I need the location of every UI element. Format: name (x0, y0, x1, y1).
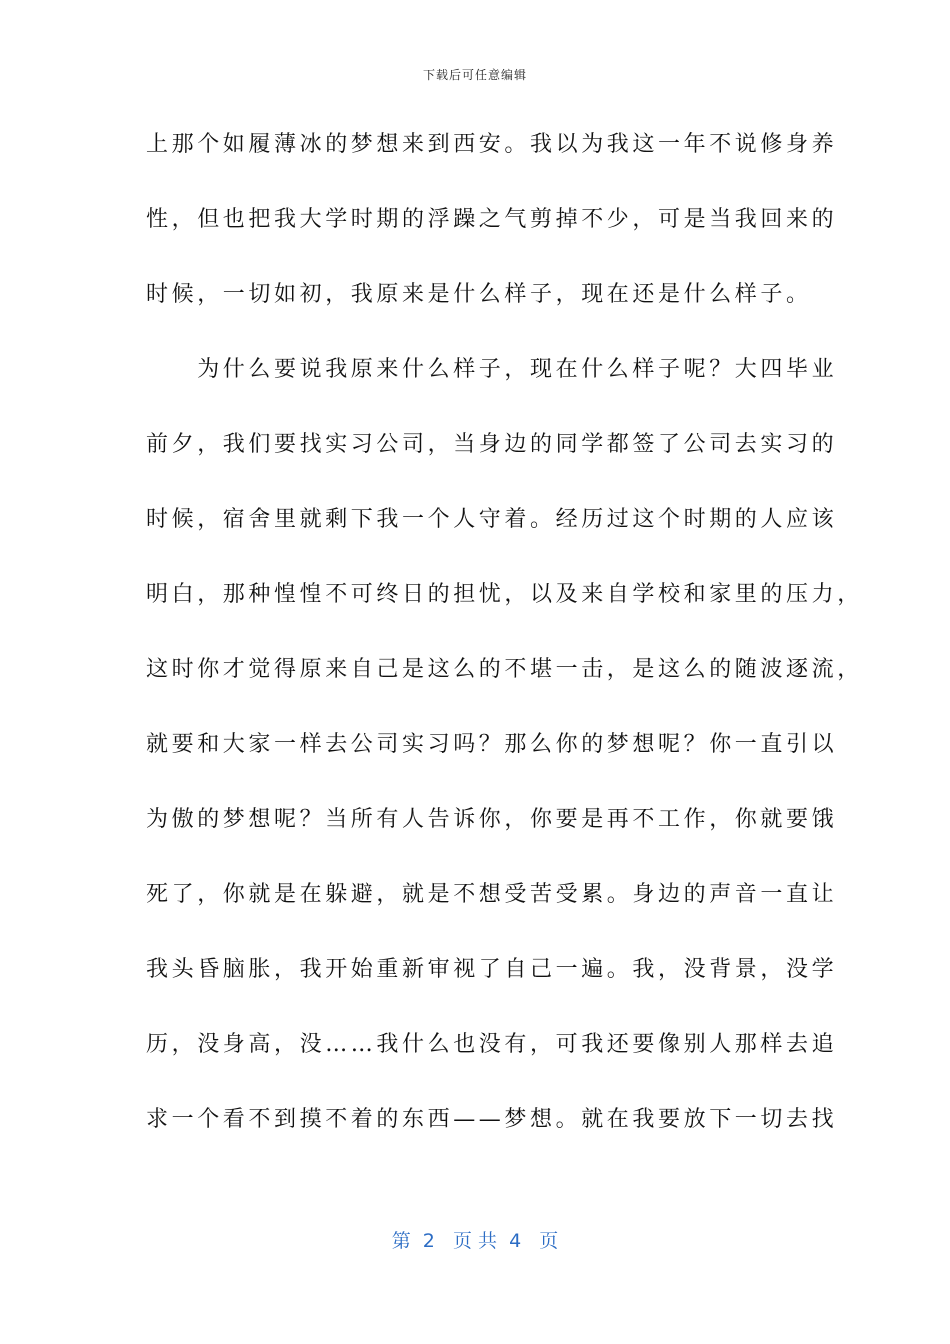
document-body (146, 124, 863, 1174)
text-line: 性，但也把我大学时期的浮躁之气剪掉不少，可是当我回来的 (146, 207, 838, 232)
text-line: 前夕，我们要找实习公司，当身边的同学都签了公司去实习的 (146, 432, 838, 457)
text-line: 为什么要说我原来什么样子，现在什么样子呢？大四毕业 (146, 357, 838, 382)
text-line: 就要和大家一样去公司实习吗？那么你的梦想呢？你一直引以 (146, 732, 838, 757)
text-line: 我头昏脑胀，我开始重新审视了自己一遍。我，没背景，没学 (146, 957, 838, 982)
text-line: 历，没身高，没……我什么也没有，可我还要像别人那样去追 (146, 1032, 838, 1057)
text-line: 死了，你就是在躲避，就是不想受苦受累。身边的声音一直让 (146, 882, 838, 907)
page-header: 下载后可任意编辑 (422, 68, 527, 82)
text-line: 为傲的梦想呢？当所有人告诉你，你要是再不工作，你就要饿 (146, 807, 838, 832)
text-line: 求一个看不到摸不着的东西——梦想。就在我要放下一切去找 (146, 1107, 838, 1132)
text-line: 这时你才觉得原来自己是这么的不堪一击，是这么的随波逐流， (146, 657, 863, 682)
text-line: 时候，一切如初，我原来是什么样子，现在还是什么样子。 (146, 282, 812, 307)
text-line: 明白，那种惶惶不可终日的担忧，以及来自学校和家里的压力， (146, 582, 863, 607)
text-line: 时候，宿舍里就剩下我一个人守着。经历过这个时期的人应该 (146, 507, 838, 532)
page-number: 第 2 页 共 4 页 (391, 1230, 559, 1252)
text-line: 上那个如履薄冰的梦想来到西安。我以为我这一年不说修身养 (146, 132, 838, 157)
